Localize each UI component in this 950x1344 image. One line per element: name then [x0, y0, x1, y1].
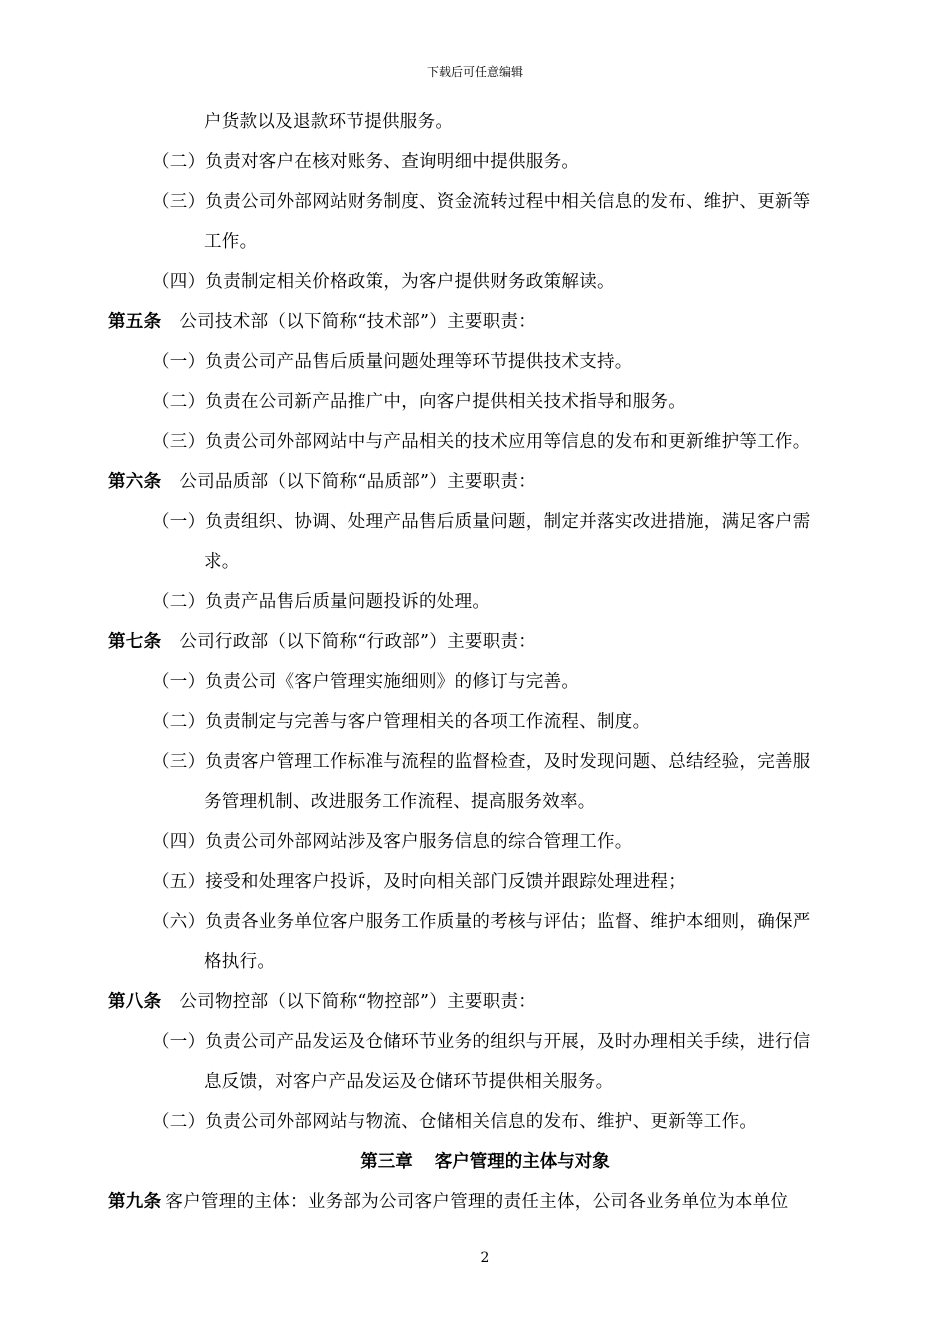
list-text: 负责各业务单位客户服务工作质量的考核与评估；监督、维护本细则，确保严	[205, 912, 811, 932]
article-heading: 第八条	[108, 992, 162, 1012]
paragraph-line: 工作。	[204, 232, 258, 252]
list-text: 负责公司《客户管理实施细则》的修订与完善。	[205, 672, 580, 692]
list-text: 负责产品售后质量问题投诉的处理。	[205, 592, 491, 612]
article-heading: 第五条	[108, 312, 162, 332]
list-text: 负责组织、协调、处理产品售后质量问题，制定并落实改进措施，满足客户需	[205, 512, 811, 532]
list-text: 负责对客户在核对账务、查询明细中提供服务。	[205, 152, 580, 172]
list-number: （三）	[152, 192, 206, 212]
list-item	[152, 510, 811, 534]
chapter-number: 第三章	[360, 1152, 413, 1172]
list-item	[152, 350, 633, 374]
list-item	[152, 1110, 757, 1134]
list-item	[152, 870, 686, 894]
list-text: 负责公司产品发运及仓储环节业务的组织与开展，及时办理相关手续，进行信	[205, 1032, 811, 1052]
list-number: （六）	[152, 912, 206, 932]
article-7	[108, 630, 536, 654]
list-number: （二）	[152, 392, 206, 412]
list-item	[152, 710, 650, 734]
list-item	[152, 390, 686, 414]
paragraph-line: 格执行。	[204, 952, 276, 972]
article-text: 公司行政部（以下简称“行政部”）主要职责：	[179, 632, 537, 652]
list-number: （一）	[152, 1032, 206, 1052]
chapter-title: 客户管理的主体与对象	[434, 1152, 610, 1172]
list-number: （三）	[152, 432, 206, 452]
article-8	[108, 990, 536, 1014]
list-number: （三）	[152, 752, 206, 772]
list-number: （四）	[152, 272, 206, 292]
list-text: 接受和处理客户投诉，及时向相关部门反馈并跟踪处理进程；	[205, 872, 687, 892]
article-heading: 第九条	[108, 1192, 162, 1212]
paragraph-line: 求。	[204, 552, 240, 572]
article-heading: 第六条	[108, 472, 162, 492]
list-text: 负责公司外部网站涉及客户服务信息的综合管理工作。	[205, 832, 633, 852]
list-item	[152, 430, 811, 454]
paragraph-line: 务管理机制、改进服务工作流程、提高服务效率。	[204, 792, 596, 812]
article-text: 客户管理的主体：业务部为公司客户管理的责任主体，公司各业务单位为本单位	[165, 1192, 789, 1212]
chapter-heading	[0, 1150, 950, 1174]
list-item	[152, 830, 633, 854]
list-number: （二）	[152, 1112, 206, 1132]
paragraph-line: 户货款以及退款环节提供服务。	[204, 112, 454, 132]
list-text: 负责公司产品售后质量问题处理等环节提供技术支持。	[205, 352, 633, 372]
list-number: （五）	[152, 872, 206, 892]
article-heading: 第七条	[108, 632, 162, 652]
list-text: 负责制定与完善与客户管理相关的各项工作流程、制度。	[205, 712, 651, 732]
list-number: （二）	[152, 712, 206, 732]
list-text: 负责公司外部网站与物流、仓储相关信息的发布、维护、更新等工作。	[205, 1112, 758, 1132]
paragraph-line: 息反馈，对客户产品发运及仓储环节提供相关服务。	[204, 1072, 614, 1092]
article-text: 公司物控部（以下简称“物控部”）主要职责：	[179, 992, 537, 1012]
list-text: 负责公司外部网站财务制度、资金流转过程中相关信息的发布、维护、更新等	[205, 192, 811, 212]
list-number: （二）	[152, 592, 206, 612]
list-item	[152, 190, 811, 214]
list-item	[152, 590, 490, 614]
article-9	[108, 1190, 788, 1214]
article-text: 公司技术部（以下简称“技术部”）主要职责：	[179, 312, 537, 332]
list-item	[152, 910, 811, 934]
list-text: 负责制定相关价格政策，为客户提供财务政策解读。	[205, 272, 615, 292]
page-number: 2	[480, 1250, 490, 1266]
list-number: （一）	[152, 352, 206, 372]
list-item	[152, 670, 579, 694]
list-item	[152, 270, 615, 294]
list-item	[152, 1030, 811, 1054]
page-header: 下载后可任意编辑	[426, 65, 523, 79]
list-number: （一）	[152, 672, 206, 692]
list-text: 负责在公司新产品推广中，向客户提供相关技术指导和服务。	[205, 392, 687, 412]
list-item	[152, 750, 811, 774]
list-text: 负责公司外部网站中与产品相关的技术应用等信息的发布和更新维护等工作。	[205, 432, 811, 452]
article-text: 公司品质部（以下简称“品质部”）主要职责：	[179, 472, 537, 492]
article-6	[108, 470, 536, 494]
article-5	[108, 310, 536, 334]
list-number: （一）	[152, 512, 206, 532]
list-number: （二）	[152, 152, 206, 172]
list-number: （四）	[152, 832, 206, 852]
list-text: 负责客户管理工作标准与流程的监督检查，及时发现问题、总结经验，完善服	[205, 752, 811, 772]
list-item	[152, 150, 579, 174]
